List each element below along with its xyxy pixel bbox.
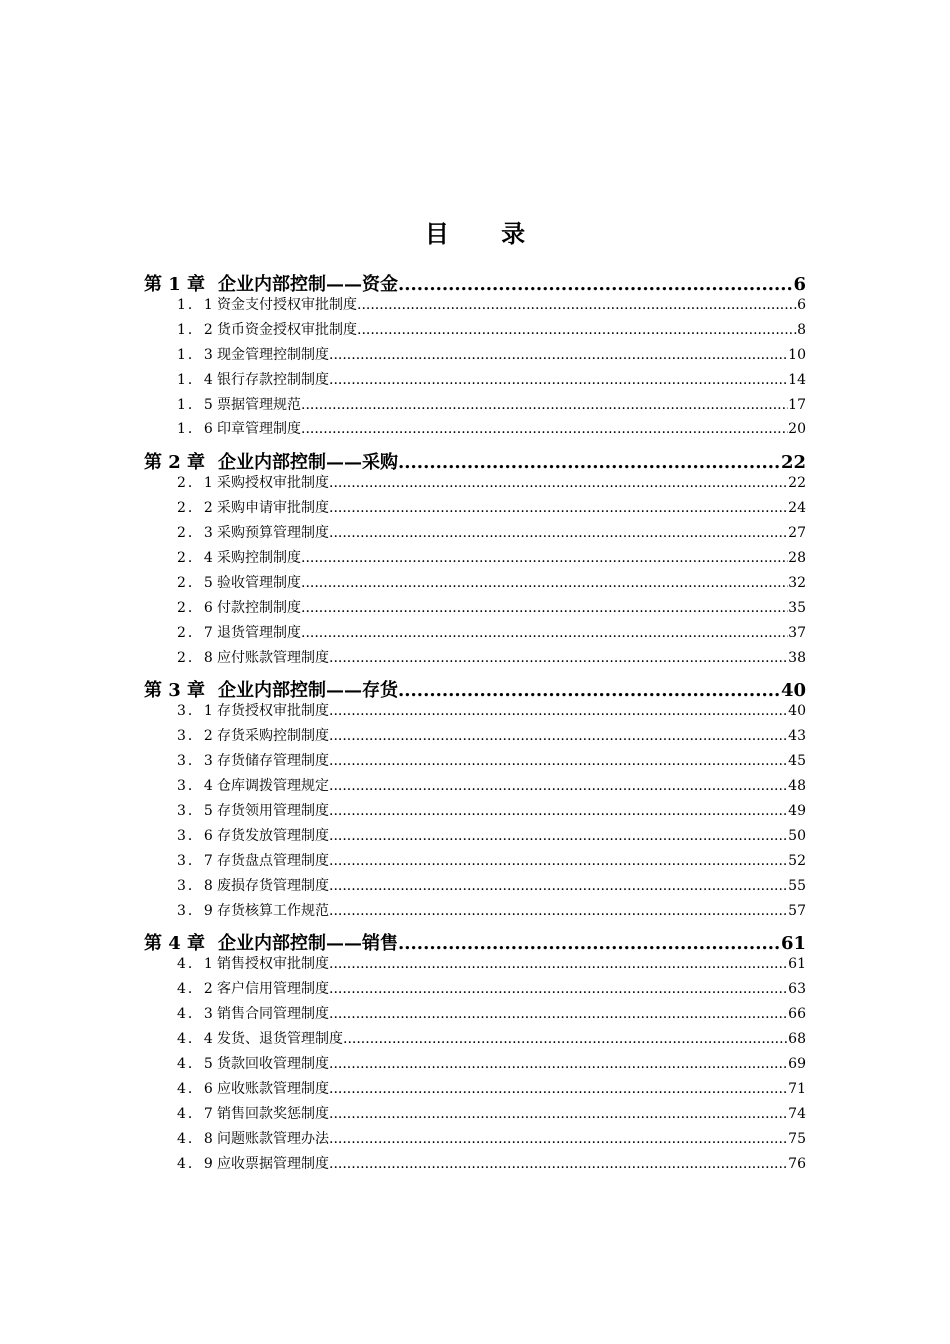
section-number: 3．6 — [177, 827, 215, 844]
section-number: 3．7 — [177, 852, 215, 869]
chapter-page-number: 40 — [780, 680, 806, 701]
toc-section-entry[interactable] — [144, 900, 806, 925]
toc-section-entry[interactable] — [144, 1153, 806, 1178]
section-title: 存货盘点管理制度 — [217, 852, 329, 869]
section-number: 3．3 — [177, 753, 215, 770]
toc-section-entry[interactable] — [144, 472, 806, 497]
toc-section-entry[interactable] — [144, 344, 806, 369]
section-number: 3．1 — [177, 703, 215, 720]
dot-leader — [301, 575, 788, 591]
section-page-number: 22 — [788, 475, 806, 492]
section-number: 2．3 — [177, 525, 215, 542]
section-page-number: 40 — [788, 703, 806, 720]
dot-leader — [357, 322, 797, 338]
chapter-number: 第 2 章 — [144, 452, 206, 473]
section-title: 存货领用管理制度 — [217, 803, 329, 820]
toc-section-entry[interactable] — [144, 418, 806, 443]
section-number: 3．9 — [177, 902, 215, 919]
section-page-number: 24 — [788, 500, 806, 517]
section-title: 存货授权审批制度 — [217, 703, 329, 720]
section-title: 存货核算工作规范 — [217, 902, 329, 919]
dot-leader — [301, 550, 788, 566]
toc-section-entry[interactable] — [144, 775, 806, 800]
toc-section-entry[interactable] — [144, 800, 806, 825]
dot-leader — [329, 650, 788, 666]
dot-leader — [329, 1056, 788, 1072]
toc-section-entry[interactable] — [144, 1128, 806, 1153]
dot-leader — [329, 1106, 788, 1122]
dot-leader — [329, 1006, 788, 1022]
section-number: 4．2 — [177, 981, 215, 998]
toc-section-entry[interactable] — [144, 1078, 806, 1103]
toc-section-entry[interactable] — [144, 850, 806, 875]
section-page-number: 52 — [788, 852, 806, 869]
section-number: 2．7 — [177, 624, 215, 641]
dot-leader — [329, 878, 788, 894]
toc-section-entry[interactable] — [144, 294, 806, 319]
section-title: 采购申请审批制度 — [217, 500, 329, 517]
section-number: 4．6 — [177, 1080, 215, 1097]
section-number: 2．6 — [177, 599, 215, 616]
dot-leader — [301, 397, 788, 413]
dot-leader — [329, 778, 788, 794]
dot-leader — [301, 600, 788, 616]
section-page-number: 45 — [788, 753, 806, 770]
section-page-number: 69 — [788, 1056, 806, 1073]
section-number: 4．7 — [177, 1105, 215, 1122]
section-page-number: 55 — [788, 877, 806, 894]
chapter-title: 企业内部控制——采购 — [218, 452, 398, 473]
section-number: 4．9 — [177, 1155, 215, 1172]
section-page-number: 74 — [788, 1105, 806, 1122]
dot-leader — [398, 274, 793, 294]
section-title: 货款回收管理制度 — [217, 1056, 329, 1073]
section-page-number: 14 — [788, 371, 806, 388]
section-number: 1．6 — [177, 421, 215, 438]
toc-section-entry[interactable] — [144, 647, 806, 672]
dot-leader — [329, 956, 788, 972]
dot-leader — [329, 525, 788, 541]
section-title: 现金管理控制制度 — [217, 346, 329, 363]
section-title: 付款控制制度 — [217, 599, 301, 616]
section-page-number: 49 — [788, 803, 806, 820]
section-title: 应收票据管理制度 — [217, 1155, 329, 1172]
section-title: 应付账款管理制度 — [217, 649, 329, 666]
chapter-page-number: 22 — [780, 452, 806, 473]
section-number: 4．3 — [177, 1006, 215, 1023]
toc-section-entry[interactable] — [144, 597, 806, 622]
dot-leader — [329, 1131, 788, 1147]
section-title: 存货发放管理制度 — [217, 827, 329, 844]
section-number: 1．2 — [177, 321, 215, 338]
toc-chapter-entry[interactable] — [144, 929, 806, 953]
section-title: 废损存货管理制度 — [217, 877, 329, 894]
dot-leader — [329, 981, 788, 997]
section-title: 采购授权审批制度 — [217, 475, 329, 492]
section-number: 2．2 — [177, 500, 215, 517]
table-of-contents — [144, 270, 806, 1178]
dot-leader — [329, 853, 788, 869]
section-title: 票据管理规范 — [217, 396, 301, 413]
dot-leader — [301, 625, 788, 641]
chapter-number: 第 4 章 — [144, 933, 206, 954]
toc-chapter-entry[interactable] — [144, 448, 806, 472]
section-number: 2．1 — [177, 475, 215, 492]
section-number: 4．4 — [177, 1031, 215, 1048]
section-title: 问题账款管理办法 — [217, 1130, 329, 1147]
chapter-page-number: 6 — [793, 274, 806, 294]
dot-leader — [329, 728, 788, 744]
toc-section-entry[interactable] — [144, 1103, 806, 1128]
toc-section-entry[interactable] — [144, 978, 806, 1003]
section-title: 采购预算管理制度 — [217, 525, 329, 542]
toc-section-entry[interactable] — [144, 953, 806, 978]
dot-leader — [329, 347, 788, 363]
section-page-number: 71 — [788, 1080, 806, 1097]
dot-leader — [301, 421, 788, 437]
section-title: 银行存款控制制度 — [217, 371, 329, 388]
chapter-title: 企业内部控制——资金 — [218, 274, 398, 294]
dot-leader — [329, 903, 788, 919]
section-page-number: 8 — [797, 321, 806, 338]
section-number: 4．5 — [177, 1056, 215, 1073]
dot-leader — [329, 372, 788, 388]
dot-leader — [329, 753, 788, 769]
section-title: 资金支付授权审批制度 — [217, 297, 357, 313]
toc-section-entry[interactable] — [144, 369, 806, 394]
section-number: 4．1 — [177, 956, 215, 973]
section-title: 验收管理制度 — [217, 574, 301, 591]
section-number: 3．4 — [177, 778, 215, 795]
chapter-number: 第 1 章 — [144, 274, 206, 294]
chapter-title: 企业内部控制——销售 — [218, 933, 398, 954]
page-title: 目 录 — [424, 219, 548, 248]
toc-section-entry[interactable] — [144, 497, 806, 522]
section-title: 仓库调拨管理规定 — [217, 778, 329, 795]
dot-leader — [329, 828, 788, 844]
section-title: 销售合同管理制度 — [217, 1006, 329, 1023]
toc-section-entry[interactable] — [144, 725, 806, 750]
toc-section-entry[interactable] — [144, 700, 806, 725]
section-number: 4．8 — [177, 1130, 215, 1147]
section-number: 3．2 — [177, 728, 215, 745]
toc-section-entry[interactable] — [144, 750, 806, 775]
section-page-number: 68 — [788, 1031, 806, 1048]
dot-leader — [357, 297, 797, 313]
dot-leader — [329, 1081, 788, 1097]
section-title: 退货管理制度 — [217, 624, 301, 641]
section-title: 发货、退货管理制度 — [217, 1031, 343, 1048]
toc-section-entry[interactable] — [144, 622, 806, 647]
chapter-title: 企业内部控制——存货 — [218, 680, 398, 701]
section-page-number: 48 — [788, 778, 806, 795]
section-number: 3．8 — [177, 877, 215, 894]
section-page-number: 20 — [788, 421, 806, 438]
toc-section-entry[interactable] — [144, 522, 806, 547]
section-title: 存货储存管理制度 — [217, 753, 329, 770]
section-page-number: 27 — [788, 525, 806, 542]
section-page-number: 66 — [788, 1006, 806, 1023]
toc-section-entry[interactable] — [144, 825, 806, 850]
toc-section-entry[interactable] — [144, 1028, 806, 1053]
section-page-number: 63 — [788, 981, 806, 998]
toc-section-entry[interactable] — [144, 319, 806, 344]
section-page-number: 75 — [788, 1130, 806, 1147]
chapter-page-number: 61 — [780, 933, 806, 954]
toc-section-entry[interactable] — [144, 875, 806, 900]
dot-leader — [329, 703, 788, 719]
section-page-number: 10 — [788, 346, 806, 363]
section-page-number: 76 — [788, 1155, 806, 1172]
section-title: 应收账款管理制度 — [217, 1080, 329, 1097]
section-title: 货币资金授权审批制度 — [217, 321, 357, 338]
section-number: 3．5 — [177, 803, 215, 820]
section-page-number: 61 — [788, 956, 806, 973]
dot-leader — [398, 933, 781, 953]
section-title: 采购控制制度 — [217, 550, 301, 567]
section-page-number: 43 — [788, 728, 806, 745]
section-title: 销售授权审批制度 — [217, 956, 329, 973]
dot-leader — [398, 680, 781, 700]
dot-leader — [343, 1031, 788, 1047]
section-page-number: 38 — [788, 649, 806, 666]
toc-section-entry[interactable] — [144, 1003, 806, 1028]
section-title: 存货采购控制制度 — [217, 728, 329, 745]
section-number: 1．4 — [177, 371, 215, 388]
section-page-number: 37 — [788, 624, 806, 641]
toc-section-entry[interactable] — [144, 394, 806, 419]
section-number: 1．1 — [177, 297, 215, 313]
section-number: 2．5 — [177, 574, 215, 591]
dot-leader — [329, 803, 788, 819]
section-page-number: 50 — [788, 827, 806, 844]
section-page-number: 57 — [788, 902, 806, 919]
toc-chapter-entry[interactable] — [144, 676, 806, 700]
section-title: 客户信用管理制度 — [217, 981, 329, 998]
dot-leader — [329, 500, 788, 516]
section-page-number: 32 — [788, 574, 806, 591]
dot-leader — [329, 1156, 788, 1172]
section-page-number: 35 — [788, 599, 806, 616]
section-page-number: 6 — [797, 297, 806, 313]
toc-section-entry[interactable] — [144, 547, 806, 572]
section-number: 2．4 — [177, 550, 215, 567]
section-page-number: 28 — [788, 550, 806, 567]
chapter-number: 第 3 章 — [144, 680, 206, 701]
toc-chapter-entry[interactable] — [144, 270, 806, 294]
section-number: 1．3 — [177, 346, 215, 363]
section-title: 印章管理制度 — [217, 421, 301, 438]
section-number: 2．8 — [177, 649, 215, 666]
toc-section-entry[interactable] — [144, 572, 806, 597]
dot-leader — [329, 475, 788, 491]
section-number: 1．5 — [177, 396, 215, 413]
dot-leader — [398, 452, 781, 472]
section-page-number: 17 — [788, 396, 806, 413]
toc-section-entry[interactable] — [144, 1053, 806, 1078]
section-title: 销售回款奖惩制度 — [217, 1105, 329, 1122]
